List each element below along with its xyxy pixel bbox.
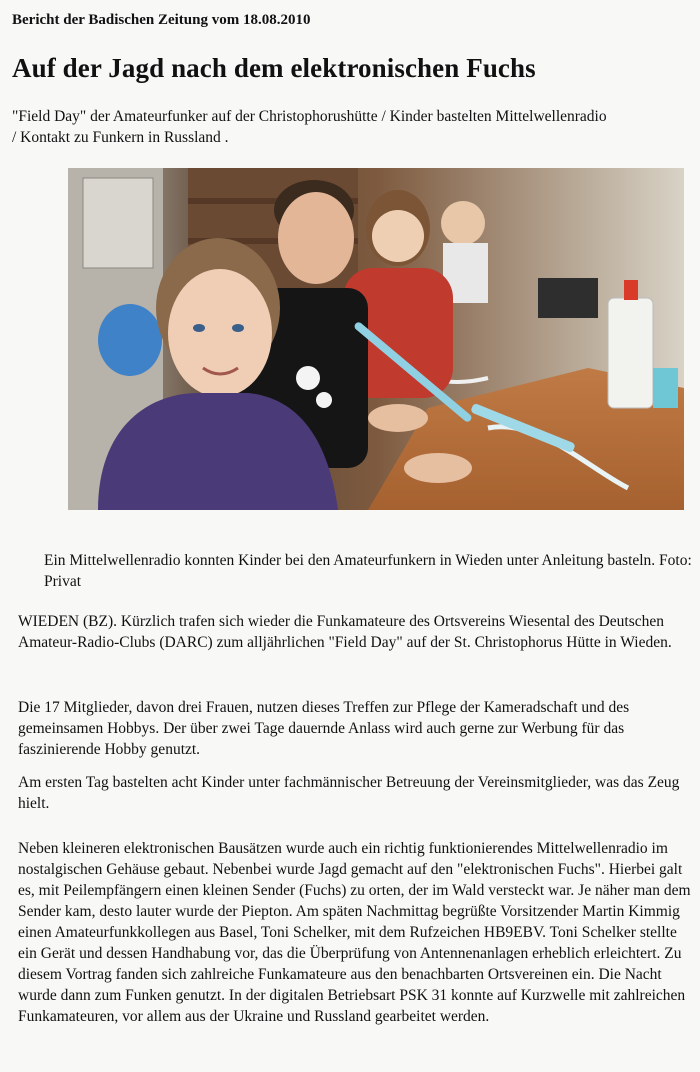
article-headline: Auf der Jagd nach dem elektronischen Fuchs <box>12 53 536 83</box>
article-subheadline: "Field Day" der Amateurfunker auf der Christophorushütte / Kinder bastelten Mittelwellenradio / Kontakt zu Funkern in Russland . <box>12 108 607 146</box>
article-paragraph: Am ersten Tag bastelten acht Kinder unter fachmännischer Betreuung der Vereinsmitglieder, was das Zeug hielt. <box>18 774 680 812</box>
article-paragraph: Neben kleineren elektronischen Bausätzen wurde auch ein richtig funktionierendes Mittelwellenradio im nostalgischen Gehäuse gebaut. Nebenbei wurde Jagd gemacht auf den "elektronischen Fuchs". Hierbei galt es, mit Peilempfängern einen kleinen Sender (Fuchs) zu orten, der im Wald versteckt war. Je näher man dem Sender kam, desto lauter wurde der Piepton. Am späten Nachmittag begrüßte Vorsitzender Martin Kimmig einen Amateurfunkkollegen aus Basel, Toni Schelker, mit dem Rufzeichen HB9EBV. Toni Schelker stellte ein Gerät und dessen Handhabung vor, das die Überprüfung von Antennenanlagen erheblich erleichtert. Zu diesem Vortrag fanden sich zahlreiche Funkamateure aus den benachbarten Ortsvereinen ein. Die Nacht wurde dann zum Funken genutzt. In der digitalen Betriebsart PSK 31 konnte auf Kurzwelle mit zahlreichen Funkamateuren, vor allem aus der Ukraine und Russland gearbeitet werden. <box>18 840 691 1025</box>
photo-caption: Ein Mittelwellenradio konnten Kinder bei den Amateurfunkern in Wieden unter Anleitung basteln. Foto: Privat <box>44 552 692 590</box>
photo-illustration <box>68 168 684 510</box>
article-paragraph: Die 17 Mitglieder, davon drei Frauen, nutzen dieses Treffen zur Pflege der Kameradschaft und des gemeinsamen Hobbys. Der über zwei Tage dauernde Anlass wird auch gerne zur Werbung für das faszinierende Hobby genutzt. <box>18 699 630 758</box>
newspaper-source-line: Bericht der Badischen Zeitung vom 18.08.2010 <box>12 12 311 28</box>
article-paragraph: WIEDEN (BZ). Kürzlich trafen sich wieder die Funkamateure des Ortsvereins Wiesental des Deutschen Amateur-Radio-Clubs (DARC) zum alljährlichen "Field Day" auf der St. Christophorus Hütte in Wieden. <box>18 613 672 651</box>
article-photo <box>68 168 684 510</box>
